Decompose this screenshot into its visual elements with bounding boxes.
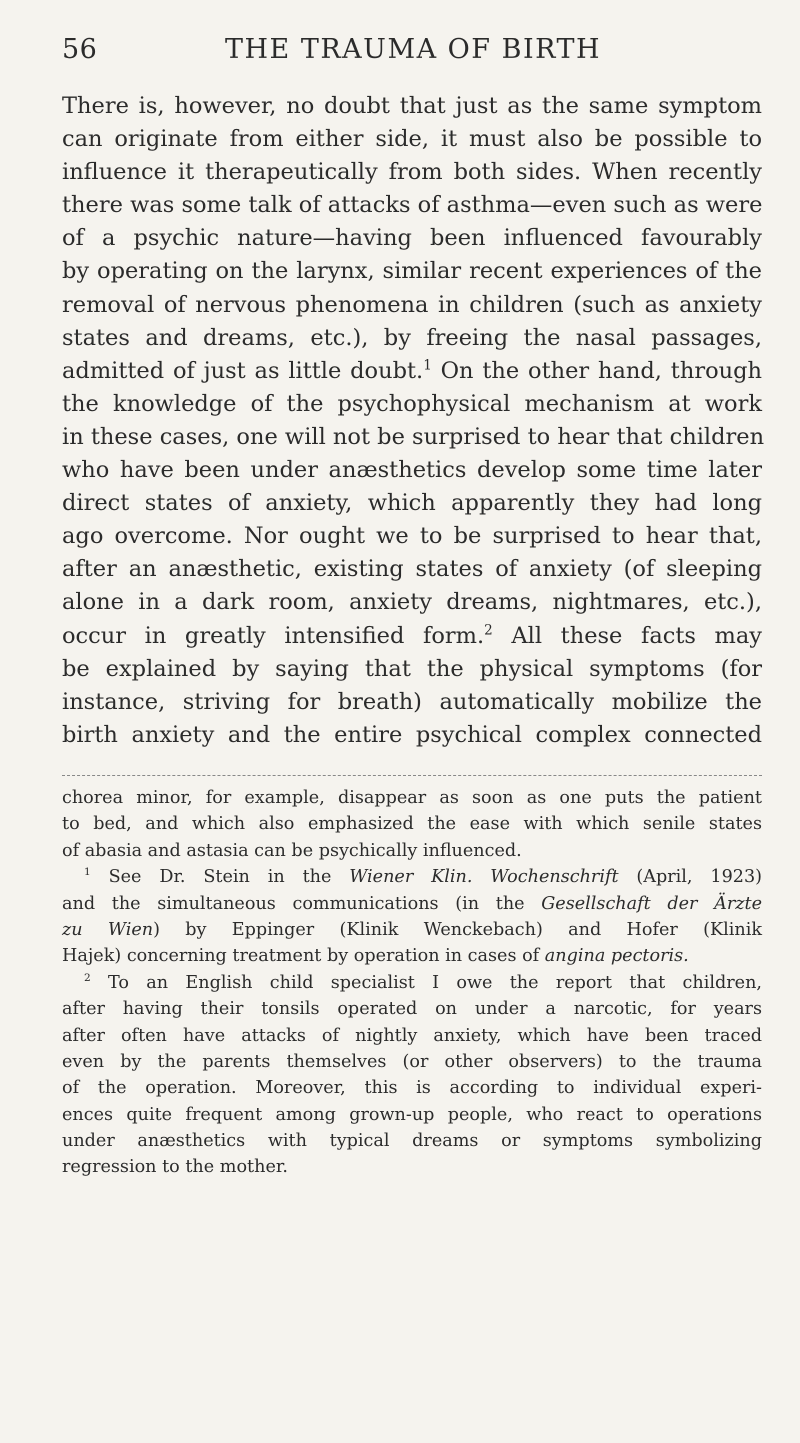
body-line: removal of nervous phenomena in children (such as anxiety [62, 291, 762, 318]
footnote-text: Hajek) concerning treatment by operation in cases of [62, 946, 545, 967]
body-line: who have been under anæsthetics develop some time later [62, 457, 762, 484]
body-text-segment: occur in greatly intensified form. [62, 622, 485, 649]
footnotes [62, 785, 762, 1181]
footnote-text: To an English child specialist I owe the report that children, [108, 972, 762, 993]
society-name: zu Wien [62, 919, 154, 940]
body-line: alone in a dark room, anxiety dreams, nightmares, etc.), [62, 589, 762, 616]
journal-title: Wiener Klin. Wochenschrift [349, 867, 619, 888]
body-line: of a psychic nature—having been influenced favourably [62, 225, 762, 252]
body-line: by operating on the larynx, similar recent experiences of the [62, 258, 762, 285]
condition-name: angina pectoris. [544, 946, 689, 967]
footnote-text: See Dr. Stein in the [108, 867, 350, 888]
body-line [62, 620, 762, 653]
footnote-ref: 1 [423, 357, 432, 374]
page-number: 56 [62, 34, 98, 65]
body-line: in these cases, one will not be surprised to hear that children [62, 423, 765, 450]
footnote-ref: 2 [484, 622, 493, 638]
footnote-1-line [62, 943, 762, 969]
footnote-1-line [62, 864, 762, 890]
footnote-divider [62, 775, 762, 776]
footnote-2-line: regression to the mother. [62, 1157, 288, 1178]
footnote-text: ) by Eppinger (Klinik Wenckebach) and Hofer (Klinik [153, 919, 762, 940]
footnote-2-line: ences quite frequent among grown-up people, who react to operations [62, 1104, 762, 1125]
body-text-segment: All these facts may [511, 622, 763, 649]
body-line: There is, however, no doubt that just as the same symptom [62, 93, 762, 119]
footnote-1-line [62, 917, 762, 943]
footnote-line: chorea minor, for example, disappear as soon as one puts the patient [62, 788, 762, 808]
footnote-marker: 2 [84, 971, 91, 984]
society-name: Gesellschaft der Ärzte [541, 893, 763, 914]
body-line: be explained by saying that the physical symptoms (for [62, 655, 762, 682]
body-text-segment: On the other hand, through [440, 357, 763, 384]
body-text-segment: admitted of just as little doubt. [62, 357, 424, 384]
body-line: instance, striving for breath) automatically mobilize the [62, 688, 762, 715]
footnote-marker: 1 [84, 866, 91, 879]
footnote-2-line: after often have attacks of nightly anxiety, which have been traced [62, 1025, 762, 1046]
body-line: the knowledge of the psychophysical mechanism at work [62, 390, 762, 417]
body-line: after an anæsthetic, existing states of anxiety (of sleeping [62, 556, 762, 583]
body-line: states and dreams, etc.), by freeing the nasal passages, [62, 324, 762, 351]
body-line: ago overcome. Nor ought we to be surprised to hear that, [62, 523, 762, 550]
footnote-2-line: after having their tonsils operated on under a narcotic, for years [62, 999, 762, 1020]
footnote-2-line: under anæsthetics with typical dreams or symptoms symbolizing [62, 1131, 762, 1152]
body-line: direct states of anxiety, which apparently they had long [62, 490, 762, 517]
footnote-line: of abasia and astasia can be psychically influenced. [62, 840, 522, 861]
footnote-2-line: of the operation. Moreover, this is according to individual experi- [62, 1078, 762, 1099]
body-line: influence it therapeutically from both sides. When recently [62, 159, 762, 186]
body-line: there was some talk of attacks of asthma—even such as were [62, 192, 763, 219]
body-text [62, 90, 765, 752]
footnote-line: to bed, and which also emphasized the ease with which senile states [62, 814, 762, 835]
footnote-2-line: even by the parents themselves (or other observers) to the trauma [62, 1051, 762, 1072]
body-line: birth anxiety and the entire psychical complex connected [62, 721, 762, 748]
footnote-1-line [62, 891, 762, 917]
footnote-2-line [62, 970, 762, 996]
body-line: can originate from either side, it must also be possible to [62, 126, 762, 153]
page-header [0, 28, 800, 68]
footnote-text: (April, 1923) [618, 867, 763, 888]
footnote-text: and the simultaneous communications (in the [62, 893, 542, 914]
body-line [62, 355, 762, 388]
running-title: THE TRAUMA OF BIRTH [225, 34, 602, 65]
